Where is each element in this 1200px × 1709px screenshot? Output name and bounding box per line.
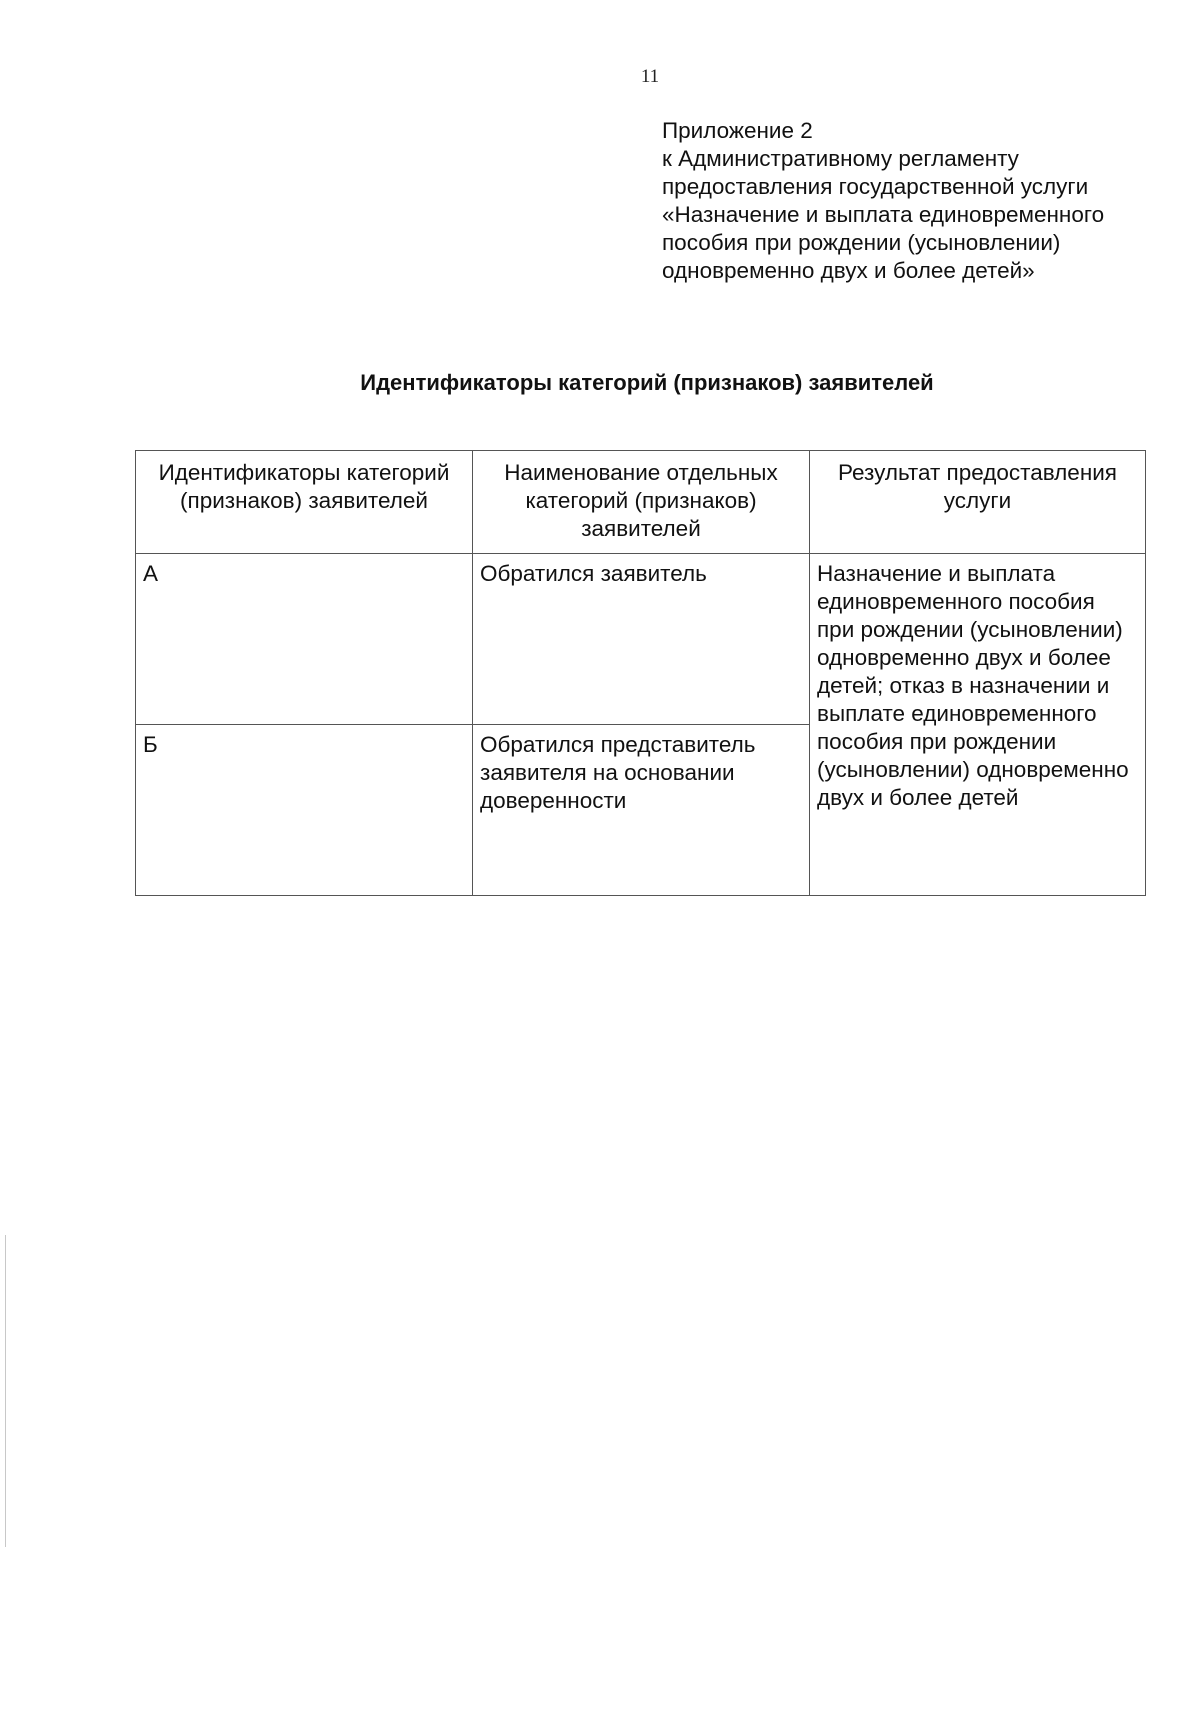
scan-artifact-line bbox=[5, 1235, 6, 1547]
appendix-line: Приложение 2 bbox=[662, 118, 813, 143]
appendix-line: одновременно двух и более детей» bbox=[662, 258, 1035, 283]
table-header-row bbox=[136, 451, 1146, 554]
appendix-line: предоставления государственной услуги bbox=[662, 174, 1089, 199]
appendix-line: к Административному регламенту bbox=[662, 146, 1019, 171]
header-category-names: Наименование отдельных категорий (признаков) заявителей bbox=[473, 451, 810, 554]
row-a-id: А bbox=[136, 554, 473, 725]
page-number: 11 bbox=[640, 66, 660, 87]
appendix-line: «Назначение и выплата единовременного bbox=[662, 202, 1105, 227]
row-a-name: Обратился заявитель bbox=[473, 554, 810, 725]
header-identifiers: Идентификаторы категорий (признаков) заявителей bbox=[136, 451, 473, 554]
categories-table bbox=[135, 450, 1146, 896]
table-row bbox=[136, 554, 1146, 725]
appendix-line: пособия при рождении (усыновлении) bbox=[662, 230, 1061, 255]
header-result: Результат предоставления услуги bbox=[810, 451, 1146, 554]
document-title: Идентификаторы категорий (признаков) заявителей bbox=[360, 370, 934, 395]
result-cell: Назначение и выплата единовременного пособия при рождении (усыновлении) одновременно двух и более детей; отказ в назначении и выплате единовременного пособия при рождении (усыновлении) одновременно двух и более детей bbox=[810, 554, 1146, 896]
appendix-block bbox=[662, 117, 1182, 285]
row-b-id: Б bbox=[136, 725, 473, 896]
row-b-name: Обратился представитель заявителя на основании доверенности bbox=[473, 725, 810, 896]
